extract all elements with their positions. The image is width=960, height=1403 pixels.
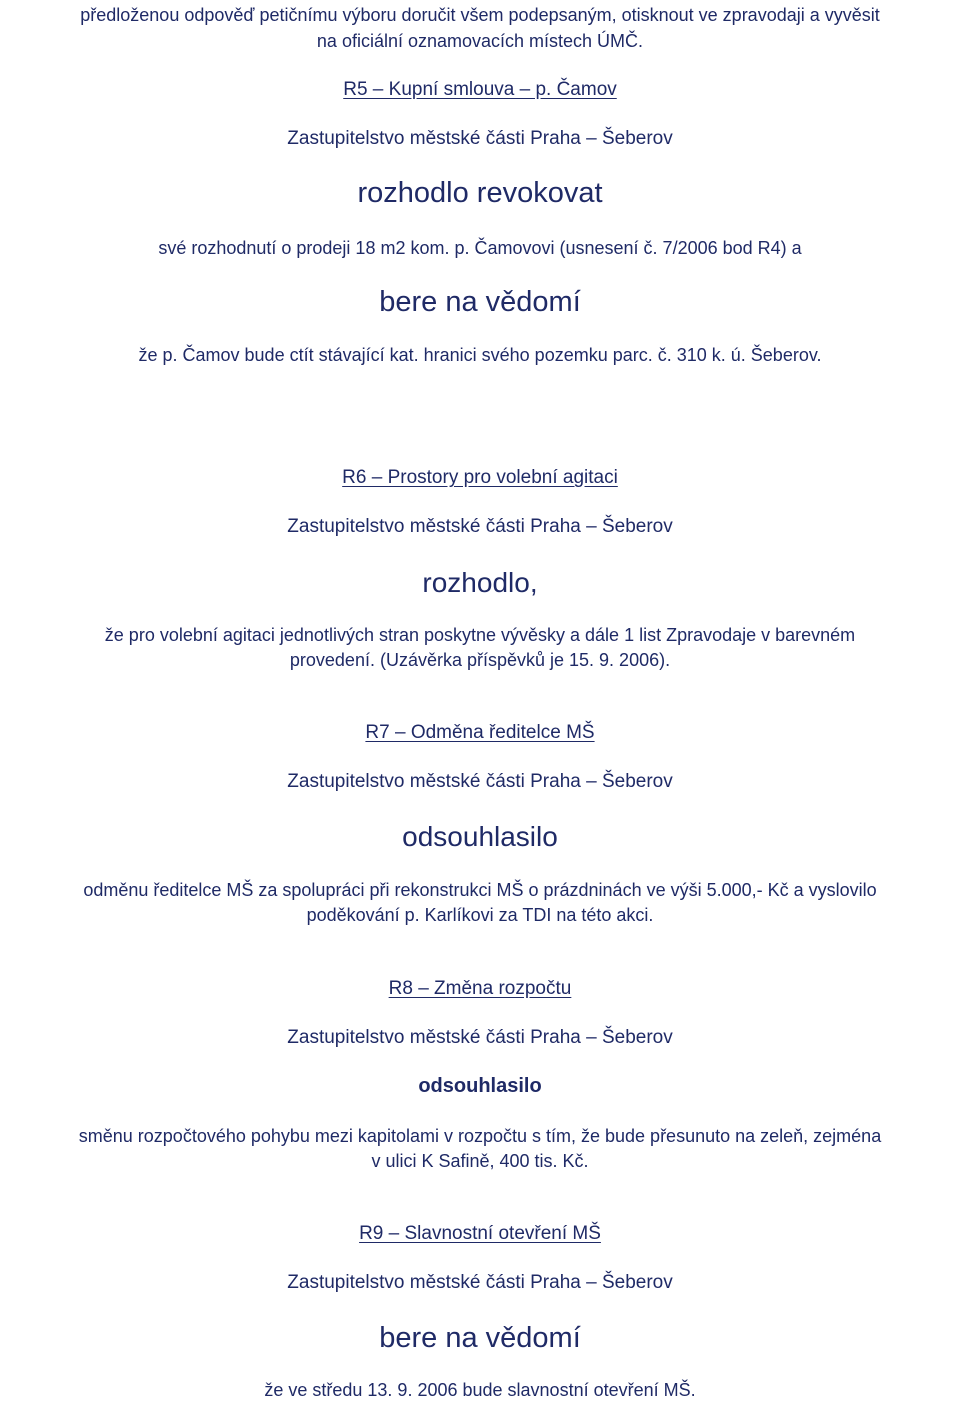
resolution-text-r6-line-1: že pro volební agitaci jednotlivých stran poskytne vývěsky a dále 1 list Zpravodaje v barevném [104, 625, 856, 645]
resolution-text-r5: své rozhodnutí o prodeji 18 m2 kom. p. Čamovovi (usnesení č. 7/2006 bod R4) a [158, 238, 802, 258]
section-heading-r8: R8 – Změna rozpočtu [388, 978, 572, 999]
verdict-r5: rozhodlo revokovat [357, 177, 603, 209]
resolution-text-r8-line-2: v ulici K Safině, 400 tis. Kč. [371, 1151, 589, 1171]
section-heading-r6: R6 – Prostory pro volební agitaci [342, 467, 618, 488]
section-heading-r9: R9 – Slavnostní otevření MŠ [359, 1223, 601, 1244]
verdict-r7: odsouhlasilo [402, 821, 558, 852]
verdict-2-r5: bere na vědomí [379, 286, 581, 318]
council-name-r8: Zastupitelstvo městské části Praha – Šeberov [287, 1027, 673, 1048]
resolution-text-r7-line-2: poděkování p. Karlíkovi za TDI na této akci. [306, 905, 654, 925]
resolution-text-r6-line-2: provedení. (Uzávěrka příspěvků je 15. 9. 2006). [289, 650, 671, 670]
section-heading-r7: R7 – Odměna ředitelce MŠ [365, 722, 595, 743]
resolution-text-2-r5: že p. Čamov bude ctít stávající kat. hranici svého pozemku parc. č. 310 k. ú. Šeberov. [138, 345, 822, 365]
council-name-r6: Zastupitelstvo městské části Praha – Šeberov [287, 516, 673, 537]
section-heading-r5: R5 – Kupní smlouva – p. Čamov [343, 79, 617, 100]
council-name-r5: Zastupitelstvo městské části Praha – Šeberov [287, 128, 673, 149]
verdict-r6: rozhodlo, [422, 567, 538, 598]
resolution-text-r7-line-1: odměnu ředitelce MŠ za spolupráci při rekonstrukci MŠ o prázdninách ve výši 5.000,- Kč a vyslovilo [83, 880, 877, 900]
intro-text-line-1: předloženou odpověď petičnímu výboru doručit všem podepsaným, otisknout ve zpravodaji a vyvěsit [80, 5, 880, 25]
verdict-r8: odsouhlasilo [418, 1075, 542, 1097]
resolution-text-r9: že ve středu 13. 9. 2006 bude slavnostní otevření MŠ. [264, 1380, 696, 1400]
intro-text-line-2: na oficiální oznamovacích místech ÚMČ. [316, 31, 644, 51]
resolution-text-r8-line-1: směnu rozpočtového pohybu mezi kapitolami v rozpočtu s tím, že bude přesunuto na zeleň, zejména [78, 1126, 882, 1146]
council-name-r9: Zastupitelstvo městské části Praha – Šeberov [287, 1272, 673, 1293]
council-name-r7: Zastupitelstvo městské části Praha – Šeberov [287, 771, 673, 792]
verdict-r9: bere na vědomí [379, 1322, 581, 1354]
